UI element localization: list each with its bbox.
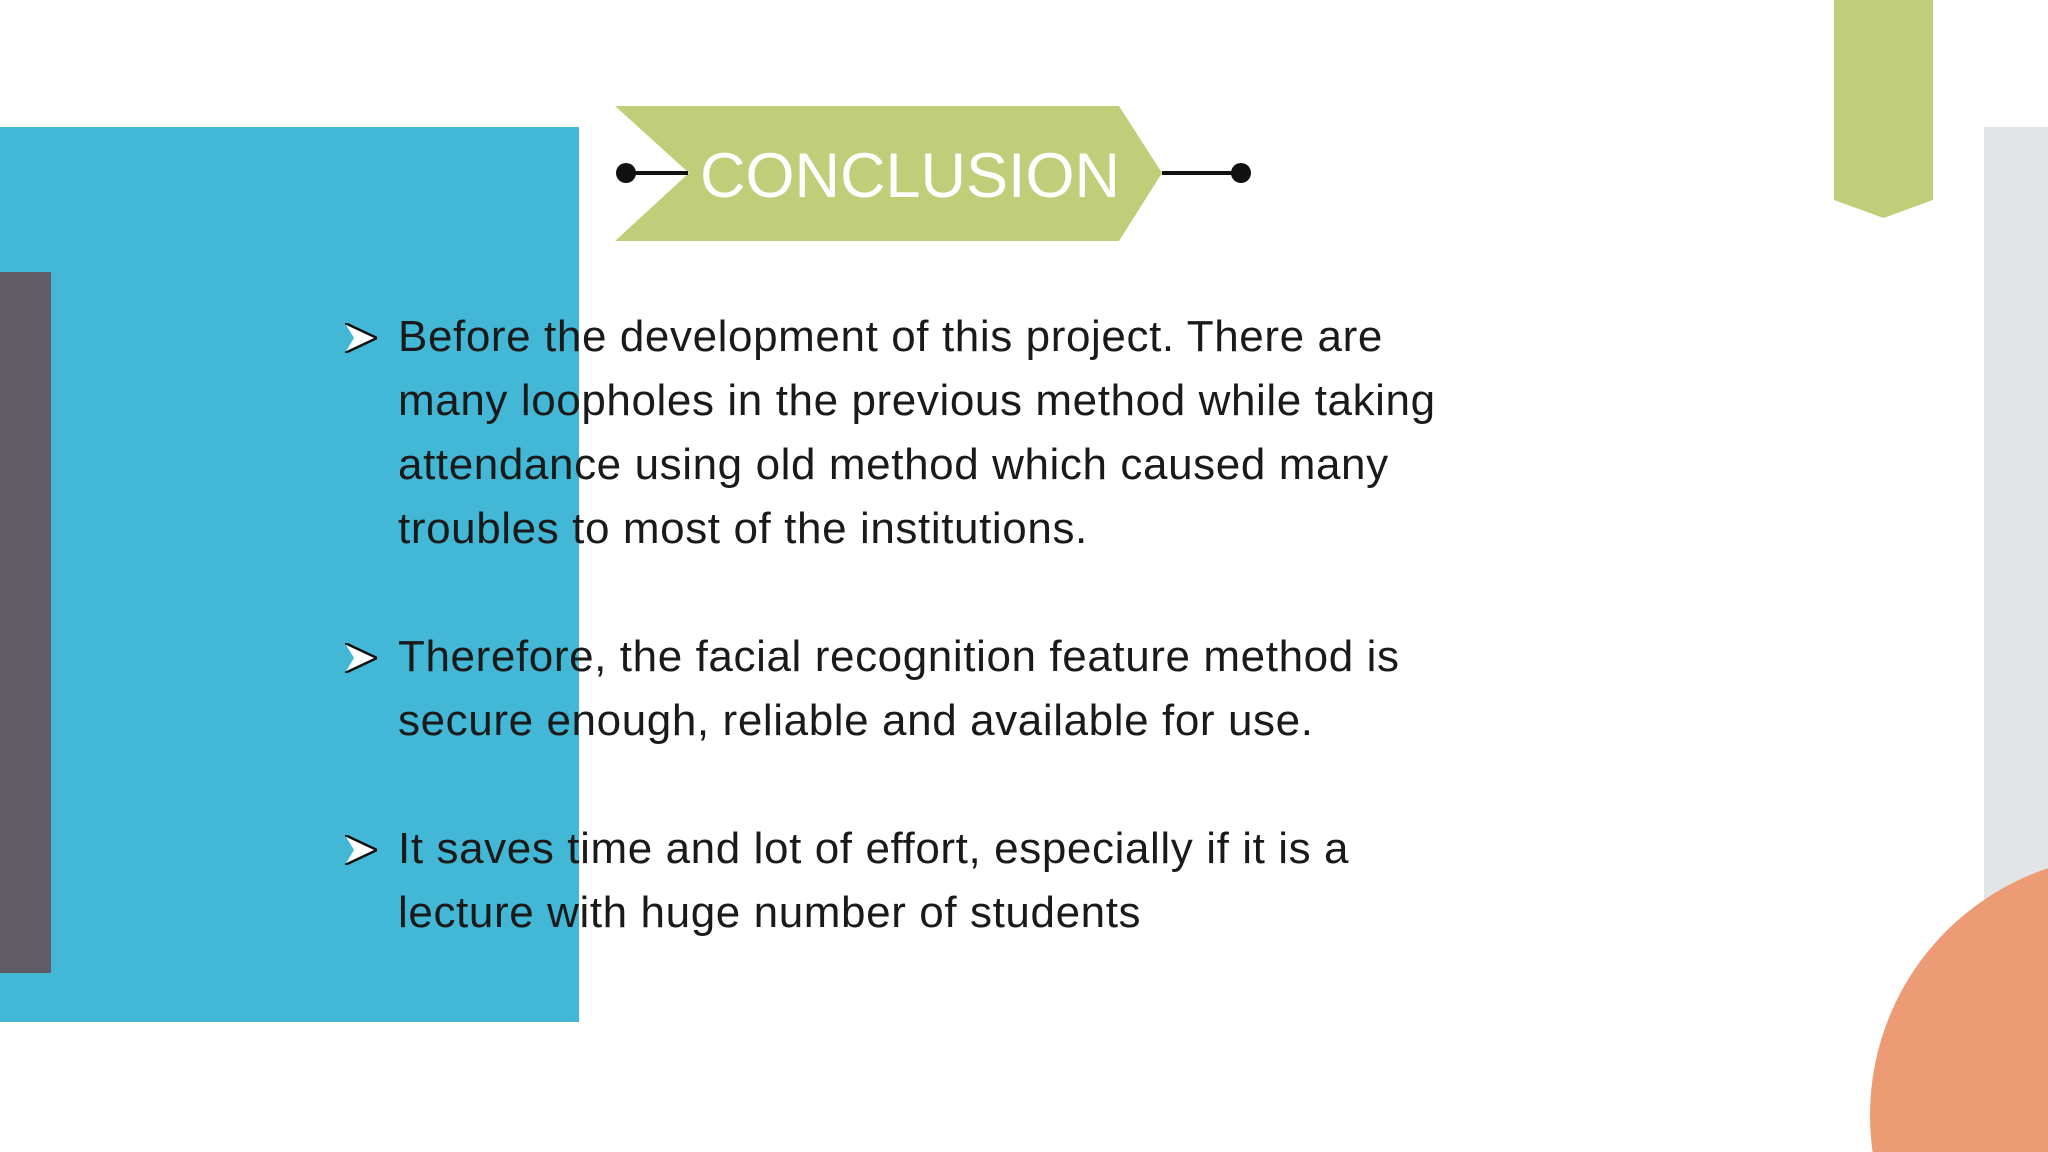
- green-bookmark-ribbon: [1834, 0, 1933, 218]
- arrowhead-bullet-icon: [345, 323, 377, 353]
- bullet-text: It saves time and lot of effort, especially if it is a lecture with huge number of students: [398, 824, 1350, 937]
- list-item: [345, 305, 1485, 561]
- bullet-text: Therefore, the facial recognition feature method is secure enough, reliable and available for use.: [398, 632, 1400, 745]
- arrowhead-bullet-icon: [345, 643, 377, 673]
- left-connector-dot: [616, 163, 636, 183]
- dark-gray-side-bar: [0, 272, 51, 973]
- list-item: [345, 817, 1485, 945]
- bullet-text: Before the development of this project. There are many loopholes in the previous method while taking attendance using old method which caused many troubles to most of the institutions.: [398, 312, 1436, 553]
- right-connector-dot: [1231, 163, 1251, 183]
- page-title: CONCLUSION: [699, 141, 1121, 211]
- list-item: [345, 625, 1485, 753]
- arrowhead-bullet-icon: [345, 835, 377, 865]
- orange-corner-circle: [1870, 855, 2048, 1152]
- bullet-list: [345, 305, 1485, 945]
